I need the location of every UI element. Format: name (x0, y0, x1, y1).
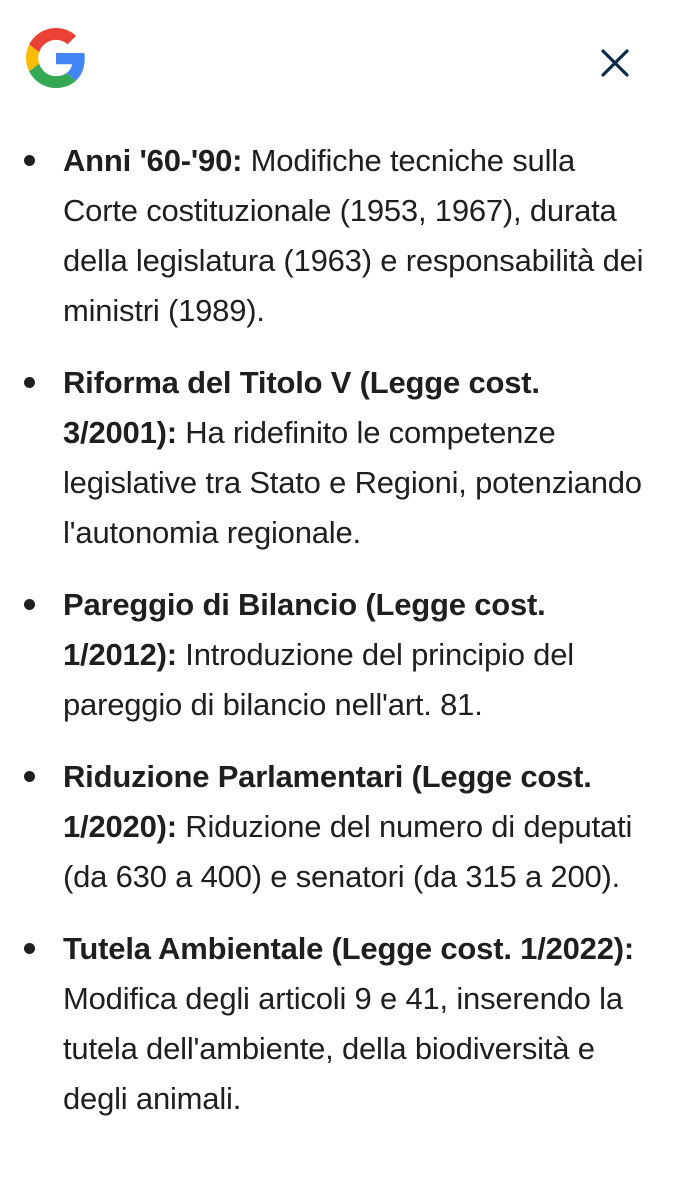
close-icon (600, 48, 630, 78)
bullet-dot (24, 377, 35, 388)
item-title: Riforma del Titolo V (Legge cost. 3/2001): (63, 365, 540, 450)
google-g-icon (26, 28, 86, 88)
item-text: Riduzione del numero di deputati (da 630 a 400) e senatori (da 315 a 200). (63, 809, 633, 894)
item-text: Modifiche tecniche sulla Corte costituzionale (1953, 1967), durata della legislatura (1963) e responsabilità dei ministri (1989). (63, 143, 644, 328)
item-title: Riduzione Parlamentari (Legge cost. 1/2020): (63, 759, 592, 844)
item-title: Anni '60-'90: (63, 143, 243, 178)
list-item (0, 580, 681, 730)
content-area (0, 136, 681, 1146)
close-button[interactable] (592, 40, 638, 86)
item-text: Introduzione del principio del pareggio di bilancio nell'art. 81. (63, 637, 574, 722)
bullet-dot (24, 155, 35, 166)
bullet-list (0, 136, 681, 1124)
bullet-dot (24, 943, 35, 954)
item-text: Ha ridefinito le competenze legislative tra Stato e Regioni, potenziando l'autonomia regionale. (63, 415, 642, 550)
top-bar (0, 0, 681, 120)
item-title: Tutela Ambientale (Legge cost. 1/2022): (63, 931, 635, 966)
bullet-dot (24, 599, 35, 610)
item-text: Modifica degli articoli 9 e 41, inserendo la tutela dell'ambiente, della biodiversità e degli animali. (63, 981, 623, 1116)
list-item (0, 924, 681, 1124)
item-title: Pareggio di Bilancio (Legge cost. 1/2012): (63, 587, 546, 672)
list-item (0, 136, 681, 336)
list-item (0, 752, 681, 902)
bullet-dot (24, 771, 35, 782)
list-item (0, 358, 681, 558)
